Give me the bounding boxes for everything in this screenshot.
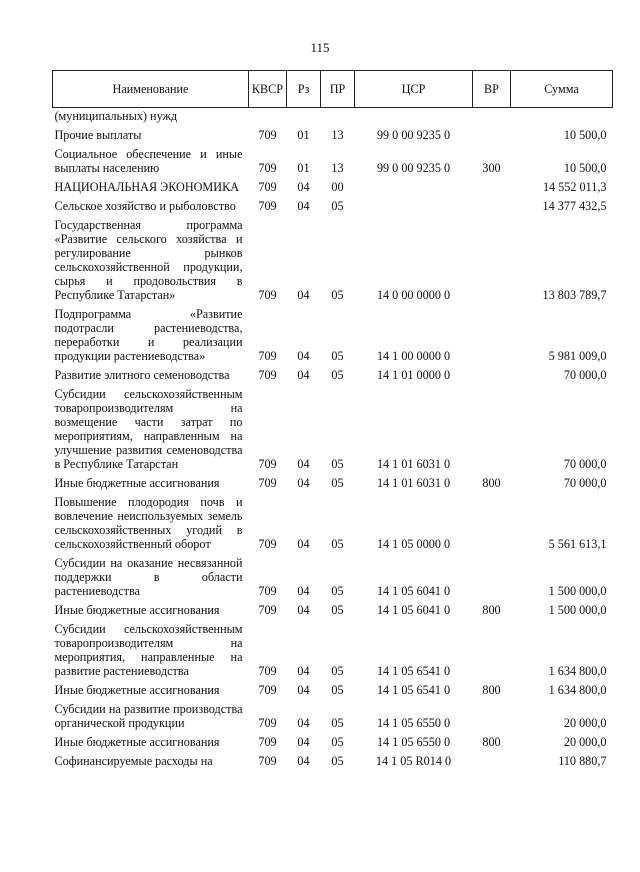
cell-rz: 04 [297, 754, 310, 768]
table-row [53, 383, 613, 472]
cell-csr: 14 0 00 0000 0 [376, 288, 451, 302]
cell-csr: 99 0 00 9235 0 [376, 128, 451, 142]
cell-sum: 1 634 800,0 [548, 664, 607, 678]
cell-kvsr: 709 [258, 584, 277, 598]
cell-vr [473, 618, 511, 679]
cell-name: Иные бюджетные ассигнования [54, 476, 220, 490]
cell-pr: 05 [331, 537, 344, 551]
cell-rz: 01 [297, 161, 310, 175]
cell-kvsr: 709 [258, 716, 277, 730]
cell-vr [473, 364, 511, 383]
cell-vr: 800 [482, 476, 501, 490]
table-body [53, 108, 613, 770]
cell-sum: 20 000,0 [563, 716, 607, 730]
cell-rz: 04 [297, 603, 310, 617]
cell-sum: 1 500 000,0 [548, 584, 607, 598]
table-row [53, 195, 613, 214]
table-row [53, 176, 613, 195]
cell-csr: 14 1 05 0000 0 [376, 537, 451, 551]
cell-rz: 04 [297, 199, 310, 213]
cell-csr: 14 1 01 0000 0 [376, 368, 451, 382]
cell-vr: 800 [482, 603, 501, 617]
cell-csr [355, 176, 473, 195]
cell-kvsr: 709 [258, 603, 277, 617]
cell-vr [473, 750, 511, 769]
header-pr: ПР [321, 71, 355, 108]
cell-pr: 13 [331, 161, 344, 175]
cell-kvsr: 709 [258, 128, 277, 142]
cell-name: Субсидии на развитие производства органической продукции [54, 702, 243, 730]
cell-pr: 05 [331, 603, 344, 617]
cell-csr: 14 1 05 6041 0 [376, 584, 451, 598]
cell-kvsr: 709 [258, 754, 277, 768]
cell-sum: 10 500,0 [563, 128, 607, 142]
cell-name: (муниципальных) нужд [54, 109, 178, 123]
table-row [53, 731, 613, 750]
cell-vr [473, 124, 511, 143]
cell-vr: 300 [482, 161, 501, 175]
header-kvsr: КВСР [249, 71, 287, 108]
cell-kvsr: 709 [258, 683, 277, 697]
cell-pr: 05 [331, 349, 344, 363]
table-row [53, 618, 613, 679]
cell-sum: 70 000,0 [563, 476, 607, 490]
cell-kvsr: 709 [258, 476, 277, 490]
cell-name: Субсидии сельскохозяйственным товаропроизводителям на возмещение части затрат по мероприятиям, направленным на улучшение развития семеноводства в Республике Татарстан [54, 387, 243, 471]
cell-name: Прочие выплаты [54, 128, 142, 142]
cell-vr [473, 176, 511, 195]
cell-rz: 04 [297, 476, 310, 490]
cell-kvsr: 709 [258, 664, 277, 678]
cell-rz: 04 [297, 180, 310, 194]
cell-kvsr [249, 108, 287, 125]
cell-csr: 14 1 01 6031 0 [376, 457, 451, 471]
header-sum: Сумма [511, 71, 613, 108]
table-row [53, 679, 613, 698]
table-row [53, 698, 613, 731]
cell-name: Иные бюджетные ассигнования [54, 683, 220, 697]
cell-pr: 00 [331, 180, 344, 194]
cell-sum: 1 500 000,0 [548, 603, 607, 617]
cell-name: Государственная программа «Развитие сельского хозяйства и регулирование рынков сельскохозяйственной продукции, сырья и продовольствия в Республике Татарстан» [54, 218, 243, 302]
cell-csr [355, 195, 473, 214]
table-row [53, 364, 613, 383]
table-row [53, 552, 613, 599]
table-header-row [53, 71, 613, 108]
cell-sum: 14 377 432,5 [542, 199, 607, 213]
cell-rz: 04 [297, 584, 310, 598]
cell-sum: 14 552 011,3 [542, 180, 607, 194]
cell-sum: 70 000,0 [563, 457, 607, 471]
header-vr: ВР [473, 71, 511, 108]
cell-csr: 14 1 05 6541 0 [376, 683, 451, 697]
cell-pr: 05 [331, 683, 344, 697]
cell-sum: 110 880,7 [558, 754, 607, 768]
cell-csr: 99 0 00 9235 0 [376, 161, 451, 175]
cell-pr: 13 [331, 128, 344, 142]
cell-sum: 20 000,0 [563, 735, 607, 749]
cell-rz: 04 [297, 683, 310, 697]
cell-vr [473, 108, 511, 125]
page-number: 115 [310, 40, 330, 55]
cell-name: Социальное обеспечение и иные выплаты населению [54, 147, 243, 175]
cell-sum: 70 000,0 [563, 368, 607, 382]
budget-table [52, 70, 613, 769]
cell-sum: 13 803 789,7 [542, 288, 607, 302]
cell-name: Подпрограмма «Развитие подотрасли растениеводства, переработки и реализации продукции растениеводства» [54, 307, 243, 363]
cell-pr: 05 [331, 754, 344, 768]
cell-csr [355, 108, 473, 125]
table-row [53, 599, 613, 618]
cell-vr [473, 491, 511, 552]
cell-sum: 10 500,0 [563, 161, 607, 175]
cell-name: Сельское хозяйство и рыболовство [54, 199, 236, 213]
cell-name: Иные бюджетные ассигнования [54, 603, 220, 617]
cell-kvsr: 709 [258, 161, 277, 175]
cell-pr: 05 [331, 199, 344, 213]
cell-pr: 05 [331, 288, 344, 302]
cell-pr: 05 [331, 664, 344, 678]
cell-kvsr: 709 [258, 199, 277, 213]
cell-rz: 01 [297, 128, 310, 142]
cell-name: Софинансируемые расходы на [54, 754, 213, 768]
cell-vr [473, 214, 511, 303]
header-name: Наименование [53, 71, 249, 108]
table-row [53, 124, 613, 143]
cell-kvsr: 709 [258, 180, 277, 194]
cell-vr: 800 [482, 683, 501, 697]
cell-vr [473, 698, 511, 731]
cell-rz: 04 [297, 537, 310, 551]
table-row [53, 214, 613, 303]
cell-vr [473, 552, 511, 599]
cell-csr: 14 1 05 6550 0 [376, 716, 451, 730]
cell-kvsr: 709 [258, 537, 277, 551]
cell-pr: 05 [331, 584, 344, 598]
cell-rz: 04 [297, 368, 310, 382]
cell-name: Развитие элитного семеноводства [54, 368, 230, 382]
table-row [53, 108, 613, 125]
table-row [53, 303, 613, 364]
header-csr: ЦСР [355, 71, 473, 108]
cell-vr: 800 [482, 735, 501, 749]
cell-sum [511, 108, 613, 125]
cell-kvsr: 709 [258, 457, 277, 471]
cell-sum: 1 634 800,0 [548, 683, 607, 697]
cell-name: НАЦИОНАЛЬНАЯ ЭКОНОМИКА [54, 180, 239, 194]
cell-pr: 05 [331, 368, 344, 382]
cell-vr [473, 303, 511, 364]
cell-name: Иные бюджетные ассигнования [54, 735, 220, 749]
table-row [53, 472, 613, 491]
cell-vr [473, 195, 511, 214]
cell-rz: 04 [297, 288, 310, 302]
cell-name: Повышение плодородия почв и вовлечение неиспользуемых земель сельскохозяйственных угодий в сельскохозяйственный оборот [54, 495, 243, 551]
cell-sum: 5 981 009,0 [548, 349, 607, 363]
cell-rz: 04 [297, 735, 310, 749]
cell-pr [321, 108, 355, 125]
cell-rz [287, 108, 321, 125]
cell-name: Субсидии сельскохозяйственным товаропроизводителям на мероприятия, направленные на развитие растениеводства [54, 622, 243, 678]
cell-rz: 04 [297, 664, 310, 678]
header-rz: Рз [287, 71, 321, 108]
cell-vr [473, 383, 511, 472]
cell-csr: 14 1 00 0000 0 [376, 349, 451, 363]
cell-kvsr: 709 [258, 735, 277, 749]
cell-name: Субсидии на оказание несвязанной поддержки в области растениеводства [54, 556, 243, 598]
cell-pr: 05 [331, 735, 344, 749]
table-row [53, 750, 613, 769]
table-row [53, 491, 613, 552]
cell-pr: 05 [331, 476, 344, 490]
cell-rz: 04 [297, 457, 310, 471]
cell-csr: 14 1 05 R014 0 [375, 754, 452, 768]
cell-rz: 04 [297, 716, 310, 730]
cell-csr: 14 1 05 6541 0 [376, 664, 451, 678]
cell-kvsr: 709 [258, 368, 277, 382]
cell-sum: 5 561 613,1 [548, 537, 607, 551]
cell-pr: 05 [331, 716, 344, 730]
cell-rz: 04 [297, 349, 310, 363]
cell-kvsr: 709 [258, 349, 277, 363]
cell-kvsr: 709 [258, 288, 277, 302]
cell-pr: 05 [331, 457, 344, 471]
cell-csr: 14 1 05 6550 0 [376, 735, 451, 749]
cell-csr: 14 1 01 6031 0 [376, 476, 451, 490]
cell-csr: 14 1 05 6041 0 [376, 603, 451, 617]
table-row [53, 143, 613, 176]
